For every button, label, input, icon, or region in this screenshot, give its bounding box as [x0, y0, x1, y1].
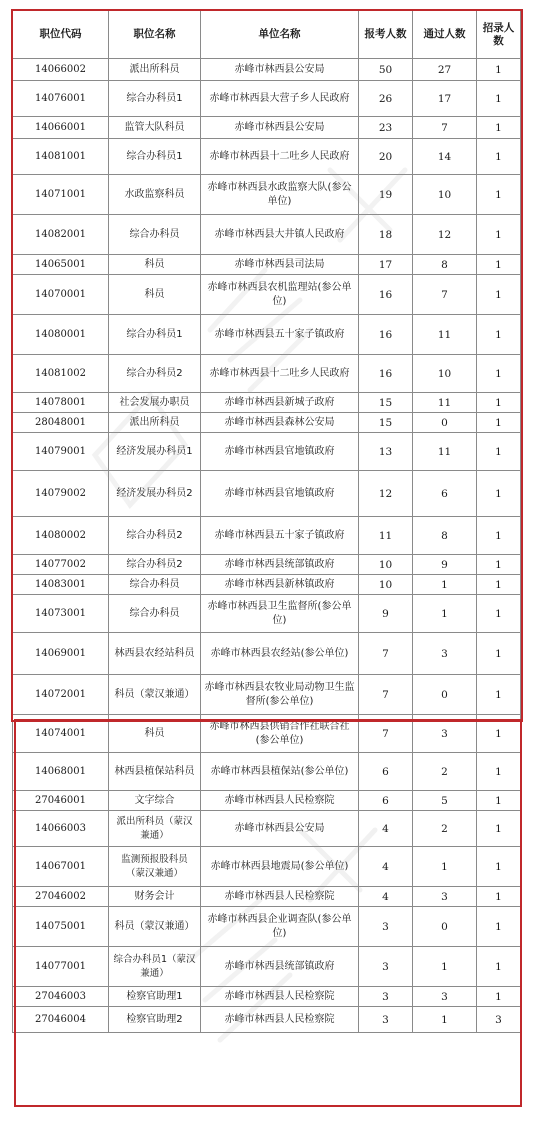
- cell-position-name: 林西县植保站科员: [109, 753, 201, 791]
- cell-unit-name: 赤峰市林西县司法局: [201, 255, 359, 275]
- cell-position-name: 综合办科员1: [109, 81, 201, 117]
- cell-applicants: 6: [359, 791, 413, 811]
- cell-unit-name: 赤峰市林西县五十家子镇政府: [201, 315, 359, 355]
- cell-position-name: 科员（蒙汉兼通）: [109, 907, 201, 947]
- cell-applicants: 17: [359, 255, 413, 275]
- table-row: [13, 715, 521, 753]
- cell-recruits: 1: [477, 433, 521, 471]
- cell-applicants: 16: [359, 355, 413, 393]
- cell-unit-name: 赤峰市林西县供销合作社联合社(参公单位): [201, 715, 359, 753]
- table-row: [13, 811, 521, 847]
- cell-unit-name: 赤峰市林西县大营子乡人民政府: [201, 81, 359, 117]
- table-row: [13, 947, 521, 987]
- cell-unit-name: 赤峰市林西县公安局: [201, 59, 359, 81]
- cell-position-code: 14071001: [13, 175, 109, 215]
- header-passed: 通过人数: [413, 11, 477, 59]
- cell-passed: 1: [413, 947, 477, 987]
- cell-applicants: 3: [359, 947, 413, 987]
- cell-passed: 17: [413, 81, 477, 117]
- cell-passed: 1: [413, 575, 477, 595]
- cell-applicants: 3: [359, 987, 413, 1007]
- cell-recruits: 1: [477, 575, 521, 595]
- cell-position-name: 综合办科员2: [109, 517, 201, 555]
- cell-position-name: 水政监察科员: [109, 175, 201, 215]
- cell-recruits: 1: [477, 753, 521, 791]
- table-row: [13, 633, 521, 675]
- cell-unit-name: 赤峰市林西县大井镇人民政府: [201, 215, 359, 255]
- cell-position-name: 综合办科员2: [109, 355, 201, 393]
- cell-position-name: 综合办科员1: [109, 139, 201, 175]
- cell-position-code: 27046003: [13, 987, 109, 1007]
- cell-recruits: 1: [477, 555, 521, 575]
- cell-applicants: 3: [359, 907, 413, 947]
- cell-position-name: 林西县农经站科员: [109, 633, 201, 675]
- cell-unit-name: 赤峰市林西县统部镇政府: [201, 555, 359, 575]
- cell-position-code: 14067001: [13, 847, 109, 887]
- table-row: [13, 59, 521, 81]
- cell-unit-name: 赤峰市林西县人民检察院: [201, 791, 359, 811]
- cell-recruits: 1: [477, 847, 521, 887]
- table-row: [13, 575, 521, 595]
- cell-recruits: 1: [477, 675, 521, 715]
- cell-recruits: 1: [477, 355, 521, 393]
- cell-position-name: 检察官助理2: [109, 1007, 201, 1033]
- cell-applicants: 7: [359, 675, 413, 715]
- cell-passed: 1: [413, 1007, 477, 1033]
- cell-position-code: 14074001: [13, 715, 109, 753]
- cell-position-code: 14077002: [13, 555, 109, 575]
- table-row: [13, 675, 521, 715]
- cell-passed: 27: [413, 59, 477, 81]
- cell-passed: 6: [413, 471, 477, 517]
- cell-applicants: 4: [359, 847, 413, 887]
- cell-position-code: 14066001: [13, 117, 109, 139]
- table-row: [13, 753, 521, 791]
- table-row: [13, 393, 521, 413]
- cell-passed: 0: [413, 675, 477, 715]
- cell-applicants: 11: [359, 517, 413, 555]
- cell-applicants: 4: [359, 887, 413, 907]
- cell-applicants: 6: [359, 753, 413, 791]
- cell-recruits: 1: [477, 907, 521, 947]
- cell-position-code: 14075001: [13, 907, 109, 947]
- cell-applicants: 3: [359, 1007, 413, 1033]
- cell-recruits: 1: [477, 715, 521, 753]
- cell-applicants: 15: [359, 393, 413, 413]
- cell-recruits: 1: [477, 413, 521, 433]
- cell-position-code: 28048001: [13, 413, 109, 433]
- cell-position-code: 14076001: [13, 81, 109, 117]
- cell-recruits: 1: [477, 275, 521, 315]
- cell-unit-name: 赤峰市林西县企业调查队(参公单位): [201, 907, 359, 947]
- cell-recruits: 3: [477, 1007, 521, 1033]
- cell-position-code: 14080002: [13, 517, 109, 555]
- cell-position-code: 14070001: [13, 275, 109, 315]
- cell-position-name: 财务会计: [109, 887, 201, 907]
- cell-position-code: 14083001: [13, 575, 109, 595]
- table-header-row: [13, 11, 521, 59]
- cell-position-code: 14072001: [13, 675, 109, 715]
- cell-position-name: 派出所科员（蒙汉兼通）: [109, 811, 201, 847]
- cell-applicants: 10: [359, 575, 413, 595]
- cell-position-name: 综合办科员: [109, 215, 201, 255]
- cell-applicants: 15: [359, 413, 413, 433]
- cell-applicants: 26: [359, 81, 413, 117]
- cell-passed: 10: [413, 175, 477, 215]
- cell-applicants: 12: [359, 471, 413, 517]
- cell-unit-name: 赤峰市林西县十二吐乡人民政府: [201, 139, 359, 175]
- cell-passed: 3: [413, 887, 477, 907]
- cell-position-code: 14066002: [13, 59, 109, 81]
- cell-unit-name: 赤峰市林西县人民检察院: [201, 1007, 359, 1033]
- cell-applicants: 50: [359, 59, 413, 81]
- table-row: [13, 175, 521, 215]
- cell-position-code: 27046001: [13, 791, 109, 811]
- cell-recruits: 1: [477, 59, 521, 81]
- cell-unit-name: 赤峰市林西县农牧业局动物卫生监督所(参公单位): [201, 675, 359, 715]
- cell-position-name: 综合办科员1: [109, 315, 201, 355]
- cell-recruits: 1: [477, 315, 521, 355]
- cell-recruits: 1: [477, 215, 521, 255]
- table-row: [13, 81, 521, 117]
- cell-position-name: 综合办科员: [109, 595, 201, 633]
- table-row: [13, 887, 521, 907]
- cell-unit-name: 赤峰市林西县农机监理站(参公单位): [201, 275, 359, 315]
- cell-applicants: 18: [359, 215, 413, 255]
- table-row: [13, 847, 521, 887]
- cell-passed: 3: [413, 715, 477, 753]
- cell-unit-name: 赤峰市林西县官地镇政府: [201, 471, 359, 517]
- applicant-statistics-table: [12, 10, 521, 1033]
- header-position-name: 职位名称: [109, 11, 201, 59]
- cell-position-code: 14077001: [13, 947, 109, 987]
- cell-position-code: 14080001: [13, 315, 109, 355]
- cell-position-code: 27046002: [13, 887, 109, 907]
- table-row: [13, 255, 521, 275]
- header-applicants: 报考人数: [359, 11, 413, 59]
- cell-position-code: 27046004: [13, 1007, 109, 1033]
- cell-applicants: 7: [359, 633, 413, 675]
- table-row: [13, 315, 521, 355]
- cell-recruits: 1: [477, 811, 521, 847]
- cell-position-code: 14073001: [13, 595, 109, 633]
- cell-recruits: 1: [477, 393, 521, 413]
- cell-recruits: 1: [477, 255, 521, 275]
- header-position-code: 职位代码: [13, 11, 109, 59]
- cell-passed: 11: [413, 315, 477, 355]
- cell-position-code: 14066003: [13, 811, 109, 847]
- cell-passed: 14: [413, 139, 477, 175]
- cell-recruits: 1: [477, 887, 521, 907]
- table-row: [13, 555, 521, 575]
- cell-position-name: 科员（蒙汉兼通）: [109, 675, 201, 715]
- cell-applicants: 16: [359, 315, 413, 355]
- table-row: [13, 791, 521, 811]
- cell-recruits: 1: [477, 595, 521, 633]
- cell-applicants: 9: [359, 595, 413, 633]
- cell-position-code: 14081002: [13, 355, 109, 393]
- cell-passed: 2: [413, 753, 477, 791]
- cell-unit-name: 赤峰市林西县人民检察院: [201, 887, 359, 907]
- cell-position-name: 社会发展办职员: [109, 393, 201, 413]
- header-recruits: 招录人数: [477, 11, 521, 59]
- cell-applicants: 10: [359, 555, 413, 575]
- cell-recruits: 1: [477, 471, 521, 517]
- table-row: [13, 355, 521, 393]
- cell-recruits: 1: [477, 633, 521, 675]
- cell-passed: 1: [413, 595, 477, 633]
- cell-passed: 0: [413, 413, 477, 433]
- cell-unit-name: 赤峰市林西县地震局(参公单位): [201, 847, 359, 887]
- cell-position-name: 派出所科员: [109, 413, 201, 433]
- table-row: [13, 517, 521, 555]
- cell-position-name: 文字综合: [109, 791, 201, 811]
- cell-applicants: 7: [359, 715, 413, 753]
- cell-recruits: 1: [477, 81, 521, 117]
- cell-passed: 2: [413, 811, 477, 847]
- table-row: [13, 987, 521, 1007]
- cell-unit-name: 赤峰市林西县五十家子镇政府: [201, 517, 359, 555]
- cell-passed: 3: [413, 987, 477, 1007]
- cell-applicants: 20: [359, 139, 413, 175]
- cell-position-name: 科员: [109, 255, 201, 275]
- cell-unit-name: 赤峰市林西县新林镇政府: [201, 575, 359, 595]
- cell-unit-name: 赤峰市林西县新城子政府: [201, 393, 359, 413]
- cell-passed: 8: [413, 255, 477, 275]
- cell-position-code: 14079001: [13, 433, 109, 471]
- cell-passed: 9: [413, 555, 477, 575]
- cell-applicants: 13: [359, 433, 413, 471]
- cell-position-code: 14069001: [13, 633, 109, 675]
- header-unit-name: 单位名称: [201, 11, 359, 59]
- cell-position-name: 综合办科员2: [109, 555, 201, 575]
- cell-unit-name: 赤峰市林西县农经站(参公单位): [201, 633, 359, 675]
- cell-position-name: 派出所科员: [109, 59, 201, 81]
- cell-position-code: 14068001: [13, 753, 109, 791]
- cell-passed: 10: [413, 355, 477, 393]
- table-row: [13, 413, 521, 433]
- table-body: [13, 59, 521, 1033]
- cell-passed: 5: [413, 791, 477, 811]
- cell-passed: 3: [413, 633, 477, 675]
- table-row: [13, 471, 521, 517]
- table-row: [13, 275, 521, 315]
- cell-recruits: 1: [477, 791, 521, 811]
- cell-recruits: 1: [477, 117, 521, 139]
- cell-unit-name: 赤峰市林西县植保站(参公单位): [201, 753, 359, 791]
- cell-recruits: 1: [477, 139, 521, 175]
- cell-unit-name: 赤峰市林西县官地镇政府: [201, 433, 359, 471]
- cell-position-code: 14079002: [13, 471, 109, 517]
- cell-passed: 7: [413, 275, 477, 315]
- cell-position-name: 科员: [109, 715, 201, 753]
- cell-position-name: 经济发展办科员1: [109, 433, 201, 471]
- applicant-table-container: [12, 10, 520, 1033]
- cell-passed: 11: [413, 393, 477, 413]
- cell-unit-name: 赤峰市林西县十二吐乡人民政府: [201, 355, 359, 393]
- cell-position-name: 科员: [109, 275, 201, 315]
- cell-position-code: 14081001: [13, 139, 109, 175]
- cell-position-code: 14082001: [13, 215, 109, 255]
- cell-passed: 7: [413, 117, 477, 139]
- table-row: [13, 139, 521, 175]
- cell-unit-name: 赤峰市林西县卫生监督所(参公单位): [201, 595, 359, 633]
- cell-unit-name: 赤峰市林西县公安局: [201, 117, 359, 139]
- cell-position-name: 综合办科员: [109, 575, 201, 595]
- table-row: [13, 117, 521, 139]
- cell-unit-name: 赤峰市林西县统部镇政府: [201, 947, 359, 987]
- cell-applicants: 4: [359, 811, 413, 847]
- cell-recruits: 1: [477, 947, 521, 987]
- cell-unit-name: 赤峰市林西县人民检察院: [201, 987, 359, 1007]
- cell-passed: 11: [413, 433, 477, 471]
- table-row: [13, 215, 521, 255]
- cell-position-code: 14065001: [13, 255, 109, 275]
- table-row: [13, 1007, 521, 1033]
- cell-passed: 1: [413, 847, 477, 887]
- cell-unit-name: 赤峰市林西县公安局: [201, 811, 359, 847]
- cell-applicants: 16: [359, 275, 413, 315]
- cell-position-name: 经济发展办科员2: [109, 471, 201, 517]
- table-row: [13, 595, 521, 633]
- cell-position-name: 综合办科员1（蒙汉兼通）: [109, 947, 201, 987]
- cell-position-name: 检察官助理1: [109, 987, 201, 1007]
- cell-applicants: 19: [359, 175, 413, 215]
- cell-passed: 12: [413, 215, 477, 255]
- cell-recruits: 1: [477, 517, 521, 555]
- cell-position-name: 监管大队科员: [109, 117, 201, 139]
- cell-passed: 8: [413, 517, 477, 555]
- cell-applicants: 23: [359, 117, 413, 139]
- cell-recruits: 1: [477, 987, 521, 1007]
- table-row: [13, 433, 521, 471]
- cell-recruits: 1: [477, 175, 521, 215]
- table-row: [13, 907, 521, 947]
- cell-position-code: 14078001: [13, 393, 109, 413]
- cell-position-name: 监测预报股科员（蒙汉兼通）: [109, 847, 201, 887]
- cell-unit-name: 赤峰市林西县水政监察大队(参公单位): [201, 175, 359, 215]
- cell-unit-name: 赤峰市林西县森林公安局: [201, 413, 359, 433]
- cell-passed: 0: [413, 907, 477, 947]
